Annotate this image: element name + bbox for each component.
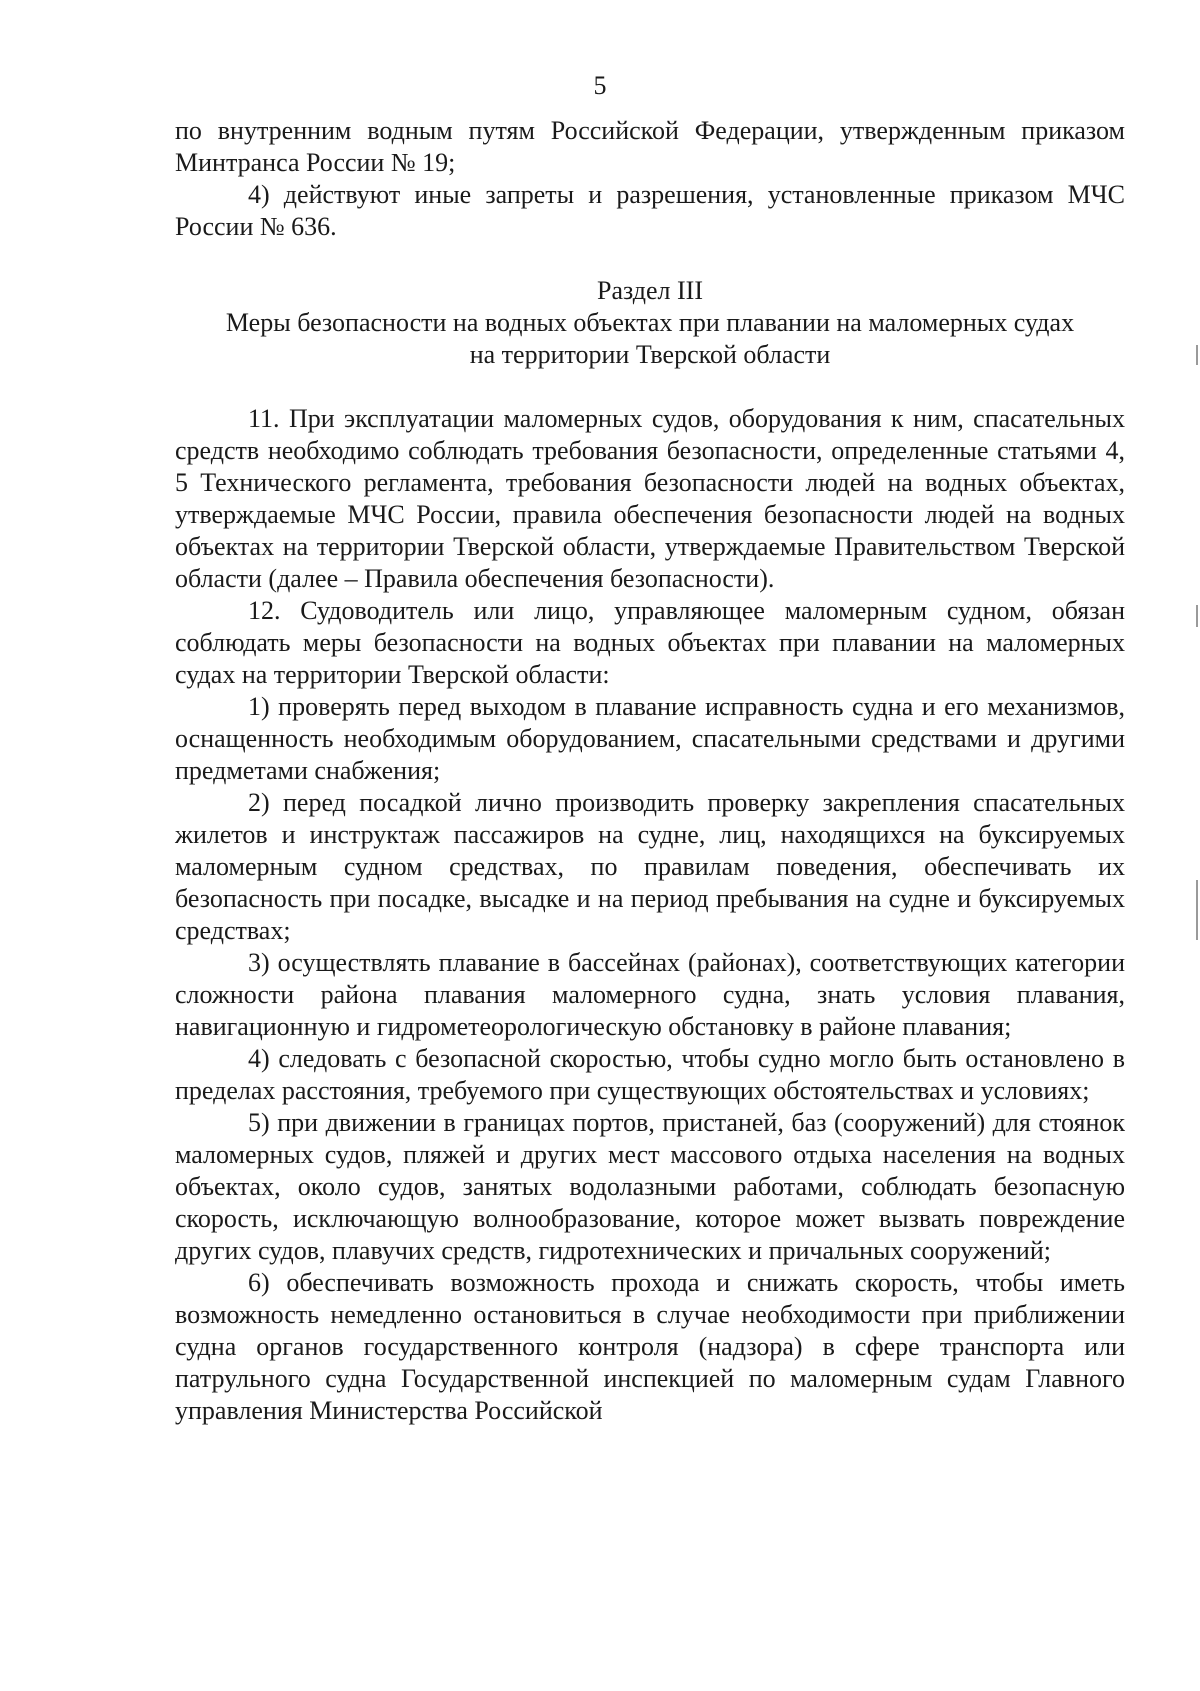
section-label: Раздел III — [596, 276, 704, 305]
paragraph-11: 11. При эксплуатации маломерных судов, оборудования к ним, спасательных средств необходимо соблюдать требования безопасности, определенные статьями 4, 5 Технического регламента, требования безопасности людей на водных объектах, утверждаемые МЧС России, правила обеспечения безопасности людей на водных объектах на территории Тверской области, утверждаемые Правительством Тверской области (далее – Правила обеспечения безопасности). — [175, 404, 1125, 593]
list-item-2: 2) перед посадкой лично производить проверку закрепления спасательных жилетов и инструктаж пассажиров на судне, лиц, находящихся на буксируемых маломерным судном средствах, по правилам поведения, обеспечивать их безопасность при посадке, высадке и на период пребывания на судне и буксируемых средствах; — [175, 788, 1125, 945]
section-heading — [175, 275, 1125, 371]
scan-edge-mark — [1196, 605, 1198, 627]
scan-edge-mark — [1196, 345, 1198, 365]
list-item-5: 5) при движении в границах портов, пристаней, баз (сооружений) для стоянок маломерных судов, пляжей и других мест массового отдыха населения на водных объектах, около судов, занятых водолазными работами, соблюдать безопасную скорость, исключающую волнообразование, которое может вызвать повреждение других судов, плавучих средств, гидротехнических и причальных сооружений; — [175, 1108, 1125, 1265]
paragraph-12: 12. Судоводитель или лицо, управляющее маломерным судном, обязан соблюдать меры безопасности на водных объектах при плавании на маломерных судах на территории Тверской области: — [175, 596, 1125, 689]
list-item-4: 4) следовать с безопасной скоростью, чтобы судно могло быть остановлено в пределах расстояния, требуемого при существующих обстоятельствах и условиях; — [175, 1044, 1125, 1105]
list-item-6: 6) обеспечивать возможность прохода и снижать скорость, чтобы иметь возможность немедленно остановиться в случае необходимости при приближении судна органов государственного контроля (надзора) в сфере транспорта или патрульного судна Государственной инспекцией по маломерным судам Главного управления Министерства Российской — [175, 1268, 1125, 1425]
page-number: 5 — [593, 71, 607, 100]
intro-paragraph: 4) действуют иные запреты и разрешения, установленные приказом МЧС России № 636. — [175, 180, 1125, 241]
section-title: Меры безопасности на водных объектах при плавании на маломерных судах на территории Тверской области — [225, 308, 1075, 369]
scan-edge-mark — [1196, 880, 1198, 940]
document-body — [175, 115, 1125, 1427]
list-item-1: 1) проверять перед выходом в плавание исправность судна и его механизмов, оснащенность необходимым оборудованием, спасательными средствами и другими предметами снабжения; — [175, 692, 1125, 785]
intro-paragraph: по внутренним водным путям Российской Федерации, утвержденным приказом Минтранса России № 19; — [175, 116, 1125, 177]
list-item-3: 3) осуществлять плавание в бассейнах (районах), соответствующих категории сложности района плавания маломерного судна, знать условия плавания, навигационную и гидрометеорологическую обстановку в районе плавания; — [175, 948, 1125, 1041]
